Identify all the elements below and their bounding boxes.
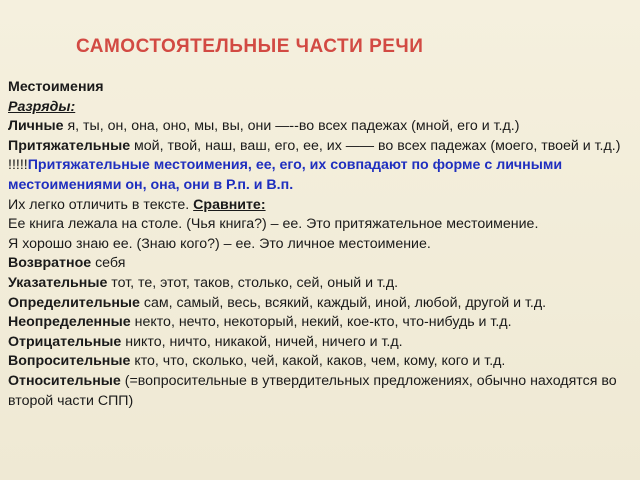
row-ukazatelnye <box>8 274 632 294</box>
label-voprositelnye: Вопросительные <box>8 353 131 370</box>
text-voprositelnye: кто, что, сколько, чей, какой, каков, чем, кому, кого и т.д. <box>130 353 506 370</box>
label-opredelitelnye: Определительные <box>8 294 140 311</box>
text-ukazatelnye: тот, те, этот, таков, столько, сей, оный и т.д. <box>107 274 399 291</box>
label-vozvratnoe: Возвратное <box>8 255 92 272</box>
text-prityazh: мой, твой, наш, ваш, его, ее, их —— во всех падежах (моего, твоей и т.д.) <box>130 137 621 154</box>
label-otricatelnye: Отрицательные <box>8 333 122 350</box>
row-voprositelnye <box>8 352 632 372</box>
slide-title: САМОСТОЯТЕЛЬНЫЕ ЧАСТИ РЕЧИ <box>76 36 424 57</box>
text-otricatelnye: никто, ничто, никакой, ничей, ничего и т.д. <box>121 333 403 350</box>
label-otnositelnye: Относительные <box>8 372 121 389</box>
row-compare <box>8 196 632 216</box>
row-prityazh <box>8 137 632 157</box>
text-vozvratnoe: себя <box>91 255 126 272</box>
categories-label: Разряды: <box>8 98 76 115</box>
text-opredelitelnye: сам, самый, весь, всякий, каждый, иной, любой, другой и т.д. <box>139 294 547 311</box>
note-text: Притяжательные местоимения, ее, его, их совпадают по форме с личными местоимениями он, она, они в Р.п. и В.п. <box>8 157 563 193</box>
label-lichnye: Личные <box>8 118 64 135</box>
heading: Местоимения <box>8 79 104 95</box>
note-prefix: !!!!! <box>8 157 28 174</box>
row-lichnye <box>8 117 632 137</box>
row-neopredelennye <box>8 313 632 333</box>
row-note <box>8 156 632 195</box>
label-prityazh: Притяжательные <box>8 137 131 154</box>
row-otnositelnye <box>8 372 632 411</box>
slide-content <box>8 78 632 411</box>
row-vozvratnoe <box>8 254 632 274</box>
label-ukazatelnye: Указательные <box>8 274 108 291</box>
compare-text: Их легко отличить в тексте. <box>8 196 194 213</box>
example-2: Я хорошо знаю ее. (Знаю кого?) – ее. Это личное местоимение. <box>8 235 431 252</box>
text-otnositelnye: (=вопросительные в утвердительных предложениях, обычно находятся во второй части СПП) <box>8 372 617 409</box>
compare-label: Сравните: <box>193 196 266 213</box>
label-neopredelennye: Неопределенные <box>8 314 131 331</box>
text-neopredelennye: некто, нечто, некоторый, некий, кое-кто, что-нибудь и т.д. <box>130 314 512 331</box>
row-otricatelnye <box>8 333 632 353</box>
text-lichnye: я, ты, он, она, оно, мы, вы, они —--во всех падежах (мной, его и т.д.) <box>63 118 520 135</box>
example-1: Ее книга лежала на столе. (Чья книга?) – ее. Это притяжательное местоимение. <box>8 216 539 233</box>
row-opredelitelnye <box>8 294 632 314</box>
